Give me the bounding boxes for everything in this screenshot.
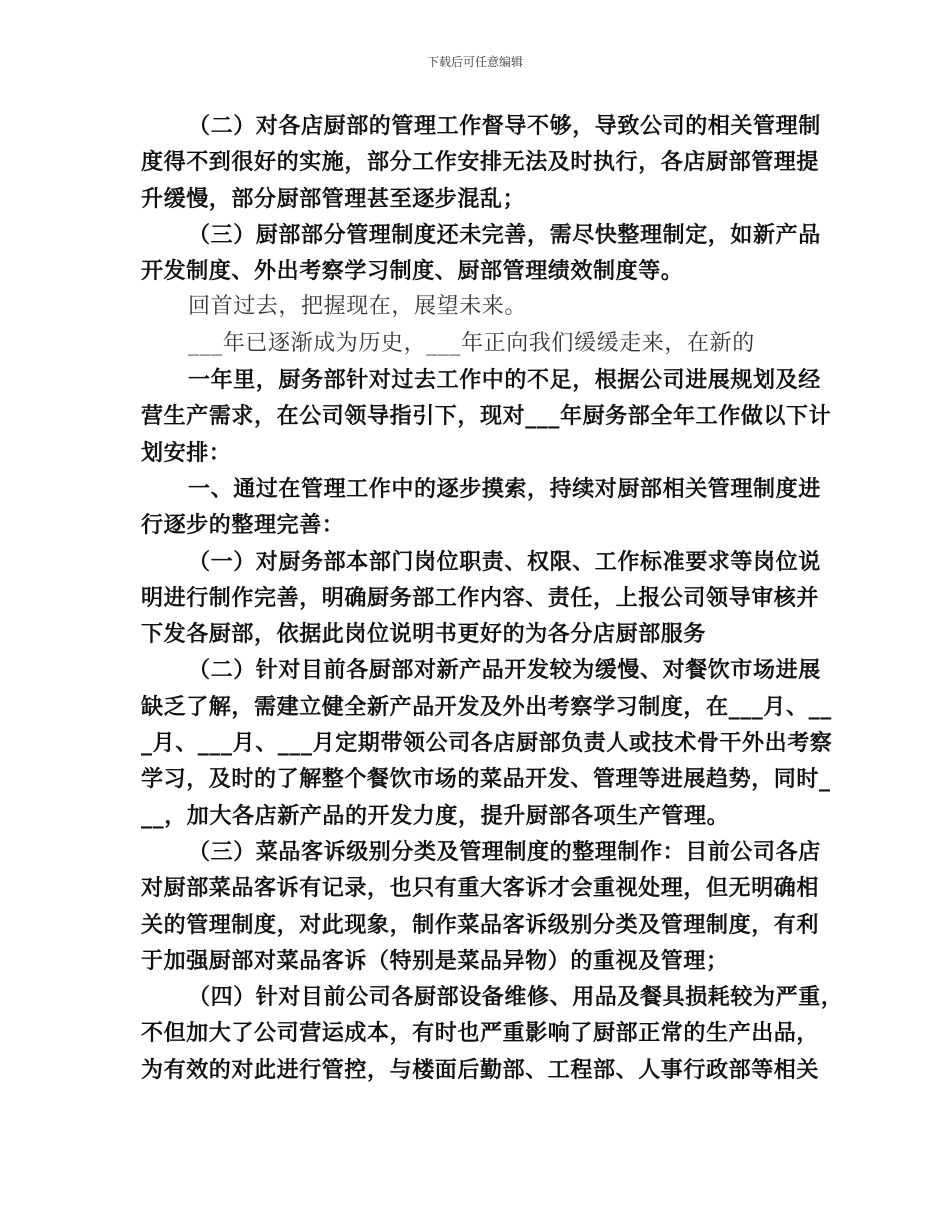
text-line: 一年里，厨务部针对过去工作中的不足，根据公司进展规划及经 (188, 367, 821, 394)
text-line: 开发制度、外出考察学习制度、厨部管理绩效制度等。 (141, 258, 684, 285)
text-line: _月、___月、___月定期带领公司各店厨部负责人或技术骨干外出考察 (141, 730, 833, 757)
text-line: （二）对各店厨部的管理工作督导不够，导致公司的相关管理制 (188, 113, 821, 139)
text-line: （三）厨部部分管理制度还未完善，需尽快整理制定，如新产品 (188, 221, 821, 248)
page-header: 下载后可任意编辑 (426, 55, 523, 69)
text-line: （四）针对目前公司各厨部设备维修、用品及餐具损耗较为严重， (188, 984, 844, 1011)
text-line: 于加强厨部对菜品客诉（特别是菜品异物）的重视及管理； (141, 947, 729, 974)
text-line: 明进行制作完善，明确厨务部工作内容、责任，上报公司领导审核并 (141, 584, 820, 611)
text-line: 下发各厨部，依据此岗位说明书更好的为各分店厨部服务 (141, 621, 707, 648)
text-line: （三）菜品客诉级别分类及管理制度的整理制作：目前公司各店 (188, 838, 821, 865)
text-line: 缺乏了解，需建立健全新产品开发及外出考察学习制度，在___月、__ (141, 693, 832, 720)
text-line: 为有效的对此进行管控，与楼面后勤部、工程部、人事行政部等相关 (141, 1056, 820, 1083)
text-line: 营生产需求，在公司领导指引下，现对___年厨务部全年工作做以下计 (141, 403, 832, 430)
text-line: 划安排： (141, 439, 232, 466)
text-line: 对厨部菜品客诉有记录，也只有重大客诉才会重视处理，但无明确相 (141, 875, 820, 902)
text-line: 行逐步的整理完善： (141, 512, 345, 539)
text-line: 不但加大了公司营运成本，有时也严重影响了厨部正常的生产出品， (141, 1020, 820, 1047)
text-line: 回首过去，把握现在，展望未来。 (188, 294, 528, 320)
text-line: 关的管理制度，对此现象，制作菜品客诉级别分类及管理制度，有利 (141, 911, 820, 938)
document-body (141, 108, 844, 1088)
text-line: （一）对厨务部本部门岗位职责、权限、工作标准要求等岗位说 (188, 548, 821, 575)
text-line: 一、通过在管理工作中的逐步摸索，持续对厨部相关管理制度进 (188, 475, 821, 502)
text-line: 学习，及时的了解整个餐饮市场的菜品开发、管理等进展趋势，同时_ (141, 766, 831, 793)
text-line: __，加大各店新产品的开发力度，提升厨部各项生产管理。 (141, 802, 730, 829)
text-line: 度得不到很好的实施，部分工作安排无法及时执行，各店厨部管理提 (141, 149, 820, 176)
text-line: ___年已逐渐成为历史，___年正向我们缓缓走来，在新的 (188, 330, 755, 356)
text-line: （二）针对目前各厨部对新产品开发较为缓慢、对餐饮市场进展 (188, 657, 821, 684)
text-line: 升缓慢，部分厨部管理甚至逐步混乱； (141, 185, 526, 212)
